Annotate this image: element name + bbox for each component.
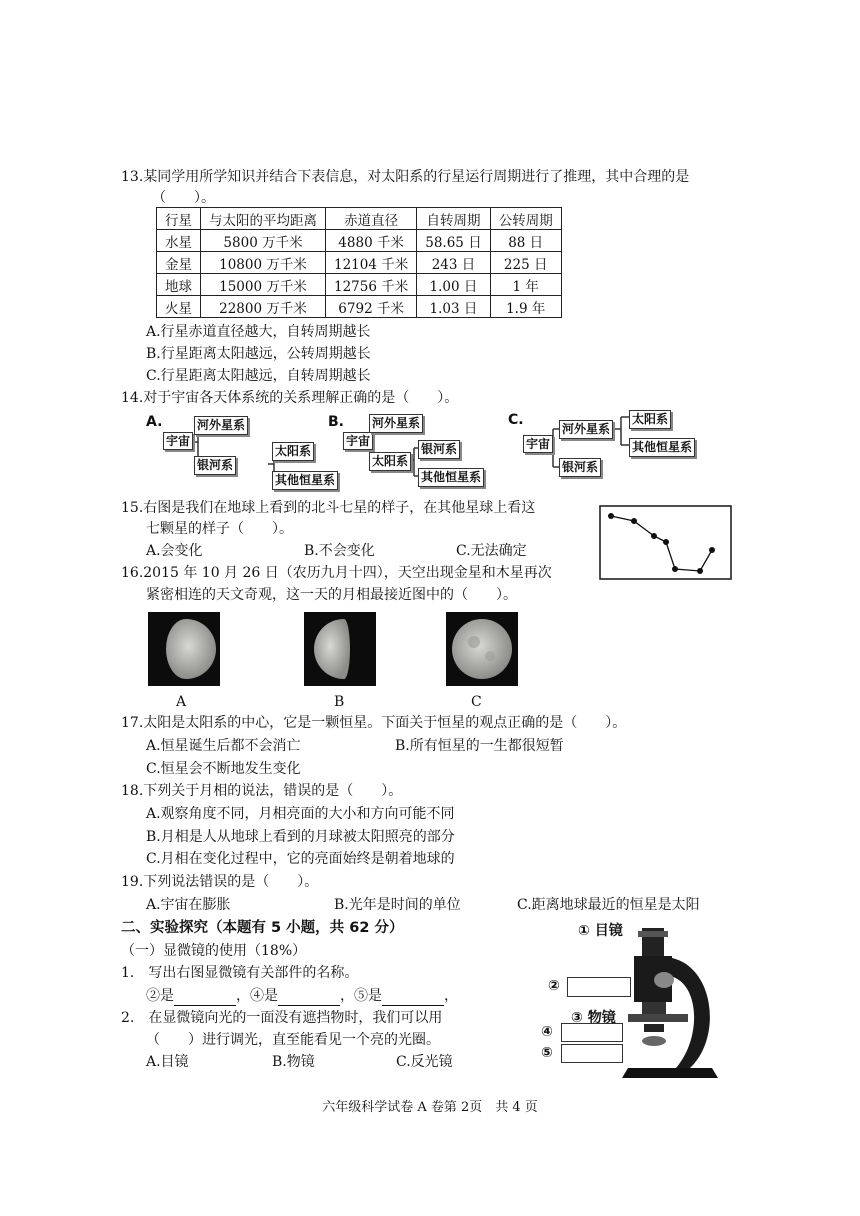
table-cell: 1.9 年 bbox=[490, 296, 561, 318]
part-5-answer-box[interactable] bbox=[561, 1044, 623, 1063]
q15-stem-cont: 七颗星的样子（ ）。 bbox=[146, 521, 293, 537]
fill-label-end: ， bbox=[444, 988, 458, 1004]
waxing-gibbous-moon-icon bbox=[148, 612, 220, 686]
answer-blank-2[interactable] bbox=[174, 991, 236, 1006]
diagram-a-root: 宇宙 bbox=[163, 432, 193, 450]
big-dipper-figure bbox=[599, 505, 733, 581]
table-header: 行星 bbox=[157, 208, 201, 230]
q13-option-a: A.行星赤道直径越大，自转周期越长 bbox=[146, 324, 371, 340]
table-cell: 1.00 日 bbox=[417, 274, 490, 296]
table-cell: 金星 bbox=[157, 252, 201, 274]
q15-stem: 15.右图是我们在地球上看到的北斗七星的样子，在其他星球上看这 bbox=[121, 500, 536, 516]
table-cell: 12104 千米 bbox=[326, 252, 417, 274]
q16-stem-cont: 紧密相连的天文奇观，这一天的月相最接近图中的（ ）。 bbox=[146, 587, 517, 603]
part-4-answer-box[interactable] bbox=[561, 1023, 623, 1042]
table-cell: 6792 千米 bbox=[326, 296, 417, 318]
q13-stem: 13.某同学用所学知识并结合下表信息，对太阳系的行星运行周期进行了推理，其中合理的是 bbox=[121, 169, 690, 185]
table-cell: 88 日 bbox=[490, 230, 561, 252]
fill-label-5: ，⑤是 bbox=[340, 988, 382, 1004]
table-cell: 水星 bbox=[157, 230, 201, 252]
table-cell: 地球 bbox=[157, 274, 201, 296]
objective-label: ③ 物镜 bbox=[571, 1010, 616, 1026]
p2-option-b: B.物镜 bbox=[272, 1054, 315, 1070]
q16-stem: 16.2015 年 10 月 26 日（农历九月十四），天空出现金星和木星再次 bbox=[121, 565, 552, 581]
q13-option-c: C.行星距离太阳越远，自转周期越长 bbox=[146, 368, 371, 384]
part-4-label: ④ bbox=[541, 1024, 553, 1040]
q19-option-a: A.宇宙在膨胀 bbox=[146, 897, 231, 913]
diagram-a-node-b1: 河外星系 bbox=[194, 416, 248, 435]
p1-fill-line bbox=[146, 986, 458, 1006]
diagram-b-node-c2: 其他恒星系 bbox=[418, 468, 484, 487]
table-row bbox=[157, 230, 562, 252]
table-cell: 火星 bbox=[157, 296, 201, 318]
planet-table bbox=[156, 207, 562, 318]
q14-stem: 14.对于宇宙各天体系统的关系理解正确的是（ ）。 bbox=[121, 390, 459, 406]
table-cell: 22800 万千米 bbox=[201, 296, 326, 318]
table-cell: 225 日 bbox=[490, 252, 561, 274]
diagram-a-letter: A. bbox=[146, 414, 163, 430]
answer-blank-4[interactable] bbox=[278, 991, 340, 1006]
diagram-c-root: 宇宙 bbox=[523, 435, 553, 453]
table-header: 赤道直径 bbox=[326, 208, 417, 230]
q18-option-c: C.月相在变化过程中，它的亮面始终是朝着地球的 bbox=[146, 851, 455, 867]
q19-option-c: C.距离地球最近的恒星是太阳 bbox=[517, 897, 700, 913]
answer-blank-5[interactable] bbox=[382, 991, 444, 1006]
table-header: 自转周期 bbox=[417, 208, 490, 230]
moon-label-c: C bbox=[471, 694, 482, 710]
p1-stem: 1. 写出右图显微镜有关部件的名称。 bbox=[121, 965, 359, 981]
q17-option-b: B.所有恒星的一生都很短暂 bbox=[395, 738, 564, 754]
diagram-b-node-b2: 太阳系 bbox=[369, 452, 411, 471]
section-title: 二、实验探究（本题有 5 小题，共 62 分） bbox=[121, 920, 404, 936]
q19-option-b: B.光年是时间的单位 bbox=[334, 897, 461, 913]
eyepiece-label: ① 目镜 bbox=[578, 923, 623, 939]
table-row bbox=[157, 296, 562, 318]
q18-option-a: A.观察角度不同，月相亮面的大小和方向可能不同 bbox=[146, 806, 455, 822]
fill-label-2: ②是 bbox=[146, 988, 174, 1004]
q17-option-c: C.恒星会不断地发生变化 bbox=[146, 761, 301, 777]
diagram-c-node-c1: 太阳系 bbox=[629, 410, 671, 429]
p2-option-a: A.目镜 bbox=[146, 1054, 189, 1070]
q15-option-a: A.会变化 bbox=[146, 543, 203, 559]
diagram-b-root: 宇宙 bbox=[343, 432, 373, 450]
table-cell: 5800 万千米 bbox=[201, 230, 326, 252]
table-header-row bbox=[157, 208, 562, 230]
q15-option-c: C.无法确定 bbox=[456, 543, 527, 559]
q13-stem-cont: （ ）。 bbox=[152, 190, 215, 206]
moon-label-a: A bbox=[176, 694, 187, 710]
table-cell: 243 日 bbox=[417, 252, 490, 274]
q17-stem: 17.太阳是太阳系的中心，它是一颗恒星。下面关于恒星的观点正确的是（ ）。 bbox=[121, 715, 627, 731]
diagram-b-node-c1: 银河系 bbox=[418, 440, 460, 459]
moon-label-b: B bbox=[334, 694, 345, 710]
full-moon-icon bbox=[446, 612, 518, 686]
subsection-title: （一）显微镜的使用（18%） bbox=[121, 943, 307, 959]
moon-photo-c bbox=[446, 612, 518, 686]
table-cell: 1 年 bbox=[490, 274, 561, 296]
diagram-c-node-b2: 银河系 bbox=[559, 458, 601, 477]
part-5-label: ⑤ bbox=[541, 1045, 553, 1061]
table-row bbox=[157, 252, 562, 274]
diagram-a-node-b2: 银河系 bbox=[194, 456, 236, 475]
p2-option-c: C.反光镜 bbox=[396, 1054, 453, 1070]
diagram-b-node-b1: 河外星系 bbox=[369, 414, 423, 433]
table-cell: 1.03 日 bbox=[417, 296, 490, 318]
q18-option-b: B.月相是人从地球上看到的月球被太阳照亮的部分 bbox=[146, 829, 455, 845]
table-header: 与太阳的平均距离 bbox=[201, 208, 326, 230]
fill-label-4: ，④是 bbox=[236, 988, 278, 1004]
diagram-c-node-c2: 其他恒星系 bbox=[629, 438, 695, 457]
diagram-a-node-c1: 太阳系 bbox=[272, 442, 314, 461]
table-cell: 58.65 日 bbox=[417, 230, 490, 252]
q15-option-b: B.不会变化 bbox=[304, 543, 375, 559]
table-row bbox=[157, 274, 562, 296]
part-2-label: ② bbox=[548, 978, 560, 994]
diagram-b-letter: B. bbox=[328, 414, 344, 430]
waning-gibbous-moon-icon bbox=[304, 612, 376, 686]
diagram-c-node-b1: 河外星系 bbox=[559, 420, 613, 439]
table-cell: 4880 千米 bbox=[326, 230, 417, 252]
table-cell: 15000 万千米 bbox=[201, 274, 326, 296]
diagram-c-letter: C. bbox=[508, 412, 524, 428]
p2-stem-cont: （ ）进行调光，直至能看见一个亮的光圈。 bbox=[146, 1032, 440, 1048]
q19-stem: 19.下列说法错误的是（ ）。 bbox=[121, 874, 319, 890]
page-footer: 六年级科学试卷 A 卷第 2页 共 4 页 bbox=[322, 1100, 538, 1115]
moon-photo-b bbox=[304, 612, 376, 686]
q17-option-a: A.恒星诞生后都不会消亡 bbox=[146, 738, 301, 754]
table-cell: 10800 万千米 bbox=[201, 252, 326, 274]
p2-stem: 2. 在显微镜向光的一面没有遮挡物时，我们可以用 bbox=[121, 1010, 443, 1026]
q18-stem: 18.下列关于月相的说法，错误的是（ ）。 bbox=[121, 783, 403, 799]
microscope-icon bbox=[620, 928, 730, 1078]
table-cell: 12756 千米 bbox=[326, 274, 417, 296]
part-2-answer-box[interactable] bbox=[567, 977, 631, 997]
q13-option-b: B.行星距离太阳越远，公转周期越长 bbox=[146, 346, 371, 362]
table-header: 公转周期 bbox=[490, 208, 561, 230]
moon-photo-a bbox=[148, 612, 220, 686]
diagram-a-node-c2: 其他恒星系 bbox=[272, 471, 338, 490]
